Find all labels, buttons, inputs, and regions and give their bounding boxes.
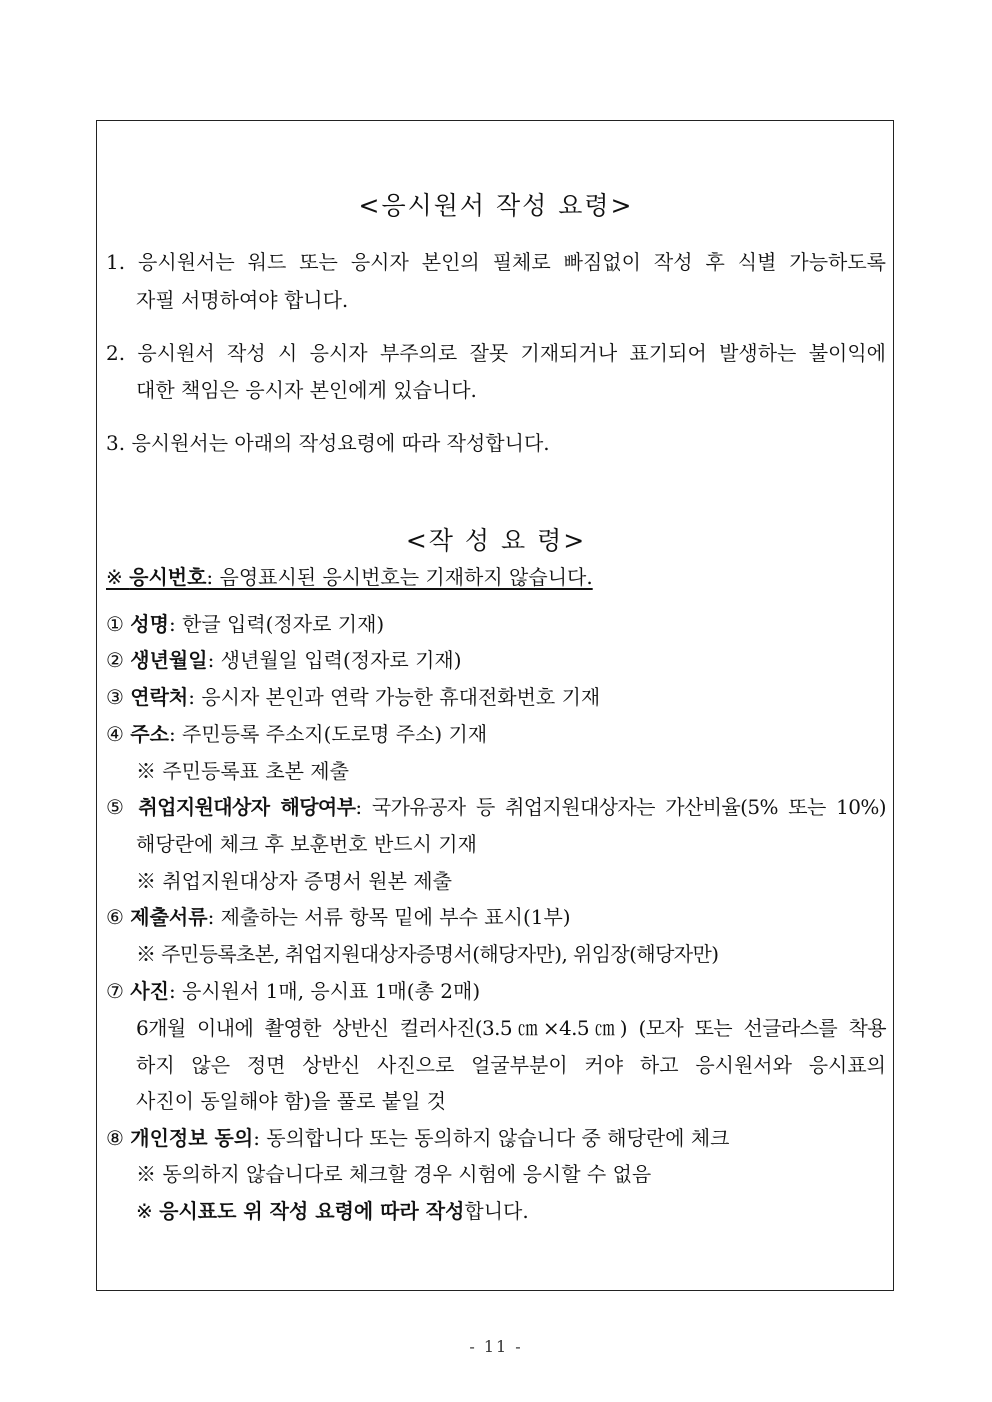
final-note: ※ 응시표도 위 작성 요령에 따라 작성합니다. (136, 1199, 529, 1223)
item-birthdate: ② 생년월일: 생년월일 입력(정자로 기재) (106, 648, 462, 672)
consent-note: ※ 동의하지 않습니다로 체크할 경우 시험에 응시할 수 없음 (136, 1162, 652, 1186)
employment-support-note: ※ 취업지원대상자 증명서 원본 제출 (136, 869, 452, 893)
application-guide-heading: <응시원서 작성 요령> (358, 191, 634, 220)
writing-guide-heading: <작 성 요 령> (405, 526, 587, 555)
page-number: - 11 - (469, 1337, 523, 1356)
item-photo: ⑦ 사진: 응시원서 1매, 응시표 1매(총 2매) (106, 979, 481, 1003)
documents-note: ※ 주민등록초본, 취업지원대상자증명서(해당자만), 위임장(해당자만) (136, 942, 719, 966)
photo-line1: 6개월 이내에 촬영한 상반신 컬러사진(3.5㎝×4.5㎝) (모자 또는 선글라스를 착용 (136, 1016, 886, 1040)
item-privacy-consent: ⑧ 개인정보 동의: 동의합니다 또는 동의하지 않습니다 중 해당란에 체크 (106, 1126, 730, 1150)
note-text: : 음영표시된 응시번호는 기재하지 않습니다. (206, 565, 593, 589)
employment-support-line2: 해당란에 체크 후 보훈번호 반드시 기재 (136, 832, 477, 856)
address-note: ※ 주민등록표 초본 제출 (136, 759, 349, 783)
exam-number-note: ※ 응시번호: 음영표시된 응시번호는 기재하지 않습니다. (106, 565, 593, 589)
item-documents: ⑥ 제출서류: 제출하는 서류 항목 밑에 부수 표시(1부) (106, 905, 571, 929)
photo-line2: 하지 않은 정면 상반신 사진으로 얼굴부분이 커야 하고 응시원서와 응시표의 (136, 1053, 886, 1077)
intro-item-3: 3. 응시원서는 아래의 작성요령에 따라 작성합니다. (106, 431, 550, 455)
item-name: ① 성명: 한글 입력(정자로 기재) (106, 612, 385, 636)
note-label: 응시번호 (129, 565, 207, 589)
item-contact: ③ 연락처: 응시자 본인과 연락 가능한 휴대전화번호 기재 (106, 685, 601, 709)
intro-item-2-line1: 2. 응시원서 작성 시 응시자 부주의로 잘못 기재되거나 표기되어 발생하는 불이익에 (106, 341, 886, 365)
intro-item-1-line1: 1. 응시원서는 워드 또는 응시자 본인의 필체로 빠짐없이 작성 후 식별 가능하도록 (106, 250, 886, 274)
intro-item-1-line2: 자필 서명하여야 합니다. (136, 288, 349, 312)
item-address: ④ 주소: 주민등록 주소지(도로명 주소) 기재 (106, 722, 488, 746)
photo-line3: 사진이 동일해야 함)을 풀로 붙일 것 (136, 1089, 447, 1113)
intro-item-2-line2: 대한 책임은 응시자 본인에게 있습니다. (136, 378, 477, 402)
item-employment-support: ⑤ 취업지원대상자 해당여부: 국가유공자 등 취업지원대상자는 가산비율(5% 또는 10%) (106, 795, 886, 819)
